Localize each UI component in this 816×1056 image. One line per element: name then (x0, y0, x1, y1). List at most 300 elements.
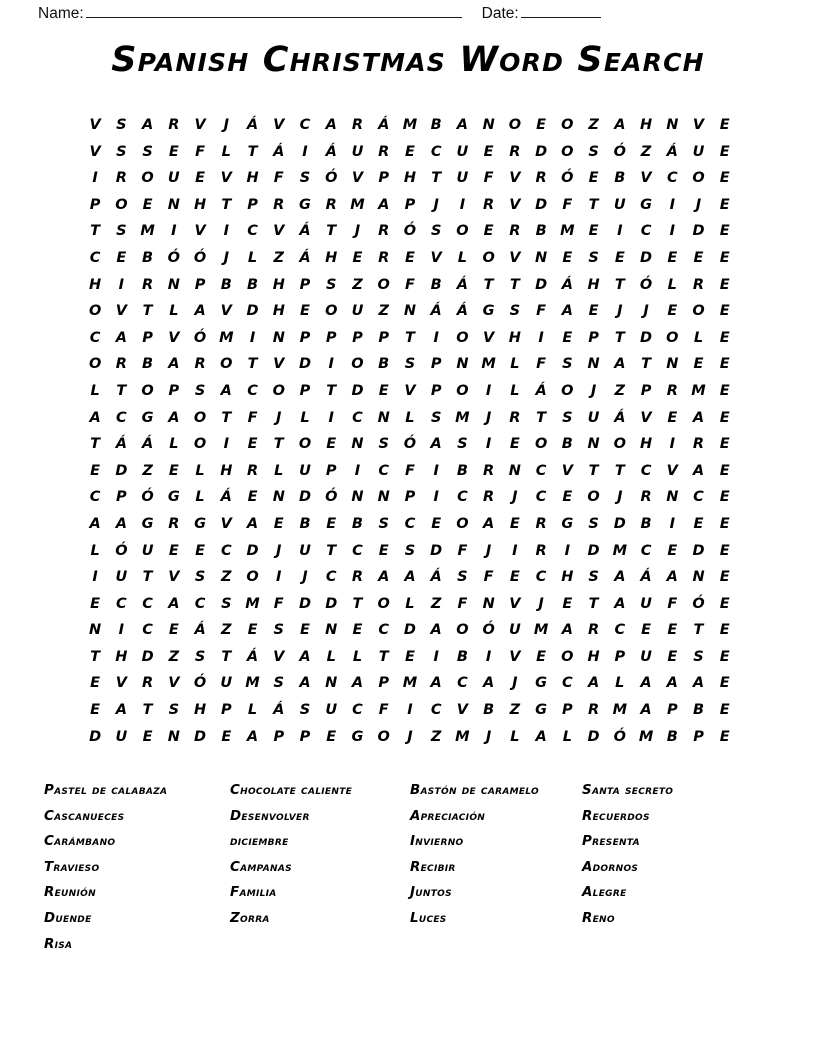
grid-cell[interactable]: E (719, 196, 730, 213)
grid-cell[interactable]: C (640, 462, 652, 479)
grid-cell[interactable]: Ó (167, 249, 180, 266)
grid-cell[interactable]: G (535, 675, 548, 692)
grid-cell[interactable]: U (613, 196, 626, 213)
grid-cell[interactable]: T (588, 462, 599, 479)
grid-cell[interactable]: Á (273, 702, 285, 719)
grid-cell[interactable]: F (457, 595, 468, 612)
grid-cell[interactable]: H (639, 436, 653, 453)
grid-cell[interactable]: D (587, 728, 600, 745)
grid-cell[interactable]: A (614, 356, 626, 373)
grid-cell[interactable]: I (669, 436, 675, 453)
grid-cell[interactable]: O (692, 170, 705, 187)
grid-cell[interactable]: E (719, 515, 730, 532)
grid-cell[interactable]: A (430, 622, 442, 639)
grid-cell[interactable]: B (351, 515, 363, 532)
grid-cell[interactable]: S (194, 648, 206, 665)
grid-cell[interactable]: B (483, 702, 495, 719)
grid-cell[interactable]: V (351, 170, 364, 187)
grid-cell[interactable]: S (194, 382, 206, 399)
grid-cell[interactable]: O (377, 276, 390, 293)
grid-cell[interactable]: B (456, 648, 468, 665)
grid-cell[interactable]: A (141, 117, 154, 133)
grid-cell[interactable]: O (456, 382, 469, 399)
grid-cell[interactable]: I (433, 462, 439, 479)
grid-cell[interactable]: G (561, 515, 574, 532)
grid-cell[interactable]: Á (299, 223, 311, 240)
grid-cell[interactable]: C (430, 143, 442, 160)
grid-cell[interactable]: S (509, 303, 521, 320)
grid-cell[interactable]: E (719, 702, 730, 719)
grid-cell[interactable]: L (274, 462, 284, 479)
grid-cell[interactable]: E (719, 249, 730, 266)
grid-cell[interactable]: N (456, 356, 469, 373)
grid-cell[interactable]: O (88, 356, 102, 373)
grid-cell[interactable]: I (92, 569, 98, 586)
grid-cell[interactable]: Á (430, 569, 442, 586)
grid-cell[interactable]: P (116, 489, 127, 506)
grid-cell[interactable]: C (247, 382, 258, 399)
grid-cell[interactable]: N (587, 436, 600, 453)
grid-cell[interactable]: E (352, 622, 363, 639)
grid-cell[interactable]: T (221, 196, 232, 213)
grid-cell[interactable]: Á (299, 249, 311, 266)
grid-cell[interactable]: J (643, 303, 649, 320)
grid-cell[interactable]: E (195, 170, 205, 187)
grid-cell[interactable]: C (666, 170, 678, 187)
word-list-item[interactable]: Risa (44, 936, 73, 952)
grid-cell[interactable]: N (403, 303, 416, 320)
word-list-item[interactable]: Adornos (582, 859, 639, 875)
word-list-item[interactable]: Juntos (410, 885, 452, 901)
grid-cell[interactable]: A (483, 515, 495, 532)
grid-cell[interactable]: E (273, 515, 284, 532)
grid-cell[interactable]: H (246, 170, 259, 187)
grid-cell[interactable]: P (378, 675, 390, 692)
grid-cell[interactable]: C (142, 595, 153, 612)
grid-cell[interactable]: L (90, 382, 100, 399)
grid-cell[interactable]: E (378, 542, 389, 559)
grid-cell[interactable]: C (352, 409, 363, 426)
grid-cell[interactable]: M (533, 622, 549, 639)
grid-cell[interactable]: P (352, 329, 363, 346)
grid-cell[interactable]: R (168, 515, 180, 532)
grid-cell[interactable]: N (351, 436, 364, 453)
grid-cell[interactable]: C (535, 462, 547, 479)
grid-cell[interactable]: Z (430, 728, 442, 745)
grid-cell[interactable]: T (326, 542, 337, 559)
grid-cell[interactable]: T (378, 648, 389, 665)
grid-cell[interactable]: D (194, 728, 207, 745)
grid-cell[interactable]: E (719, 143, 730, 160)
grid-cell[interactable]: E (693, 515, 704, 532)
grid-cell[interactable]: G (351, 728, 364, 745)
grid-cell[interactable]: Á (378, 117, 390, 133)
grid-cell[interactable]: A (614, 569, 626, 586)
grid-cell[interactable]: D (115, 462, 128, 479)
grid-cell[interactable]: Ó (403, 223, 417, 240)
grid-cell[interactable]: T (641, 356, 651, 373)
grid-cell[interactable]: F (404, 276, 415, 293)
grid-cell[interactable]: I (433, 489, 439, 506)
grid-cell[interactable]: D (535, 196, 548, 213)
grid-cell[interactable]: D (403, 622, 416, 639)
grid-cell[interactable]: A (168, 595, 180, 612)
grid-cell[interactable]: V (273, 648, 285, 665)
grid-cell[interactable]: S (588, 515, 599, 532)
grid-cell[interactable]: S (588, 143, 599, 160)
grid-cell[interactable]: O (508, 117, 522, 133)
grid-cell[interactable]: A (640, 675, 652, 692)
word-search-grid[interactable] (82, 112, 738, 750)
grid-cell[interactable]: B (142, 356, 154, 373)
grid-cell[interactable]: R (483, 462, 495, 479)
grid-cell[interactable]: E (536, 117, 547, 133)
grid-cell[interactable]: A (614, 117, 626, 133)
grid-cell[interactable]: O (325, 303, 338, 320)
grid-cell[interactable]: E (509, 515, 520, 532)
grid-cell[interactable]: N (167, 196, 180, 213)
grid-cell[interactable]: Ó (692, 595, 705, 612)
grid-cell[interactable]: U (640, 595, 652, 612)
grid-cell[interactable]: H (193, 196, 207, 213)
grid-cell[interactable]: T (247, 143, 258, 160)
grid-cell[interactable]: V (456, 702, 469, 719)
grid-cell[interactable]: P (299, 276, 311, 293)
grid-cell[interactable]: E (719, 303, 730, 320)
grid-cell[interactable]: L (90, 542, 100, 559)
grid-cell[interactable]: O (456, 329, 469, 346)
grid-cell[interactable]: R (483, 489, 495, 506)
grid-cell[interactable]: V (273, 223, 285, 240)
grid-cell[interactable]: J (485, 728, 492, 745)
grid-cell[interactable]: S (588, 249, 599, 266)
grid-cell[interactable]: P (588, 329, 599, 346)
grid-cell[interactable]: S (693, 648, 704, 665)
grid-cell[interactable]: Ó (613, 143, 626, 160)
grid-cell[interactable]: I (485, 648, 492, 665)
word-list-item[interactable]: Luces (410, 910, 447, 926)
grid-cell[interactable]: D (640, 329, 653, 346)
grid-cell[interactable]: V (168, 329, 180, 346)
grid-cell[interactable]: C (535, 569, 547, 586)
grid-cell[interactable]: A (561, 622, 573, 639)
grid-cell[interactable]: T (142, 569, 153, 586)
grid-cell[interactable]: Ó (613, 728, 626, 745)
grid-cell[interactable]: M (402, 675, 418, 692)
grid-cell[interactable]: E (719, 489, 730, 506)
grid-cell[interactable]: U (141, 542, 154, 559)
grid-cell[interactable]: D (298, 356, 312, 373)
grid-cell[interactable]: Ó (639, 276, 653, 293)
grid-cell[interactable]: D (246, 303, 259, 320)
grid-cell[interactable]: O (246, 569, 259, 586)
grid-cell[interactable]: E (221, 728, 232, 745)
grid-cell[interactable]: U (299, 542, 311, 559)
grid-cell[interactable]: R (483, 196, 495, 213)
grid-cell[interactable]: N (666, 489, 679, 506)
grid-cell[interactable]: O (613, 436, 626, 453)
grid-cell[interactable]: V (509, 595, 521, 612)
grid-cell[interactable]: L (562, 728, 572, 745)
grid-cell[interactable]: Á (220, 489, 232, 506)
grid-cell[interactable]: U (640, 648, 652, 665)
grid-cell[interactable]: E (667, 409, 678, 426)
grid-cell[interactable]: E (142, 728, 153, 745)
grid-cell[interactable]: C (457, 675, 468, 692)
grid-cell[interactable]: E (90, 702, 101, 719)
grid-cell[interactable]: T (116, 382, 127, 399)
grid-cell[interactable]: Ó (561, 170, 574, 187)
grid-cell[interactable]: E (168, 542, 179, 559)
grid-cell[interactable]: T (483, 276, 494, 293)
grid-cell[interactable]: F (536, 303, 547, 320)
grid-cell[interactable]: G (141, 409, 154, 426)
grid-cell[interactable]: O (561, 117, 574, 133)
grid-cell[interactable]: E (536, 648, 547, 665)
word-list-item[interactable]: Presenta (582, 834, 640, 850)
grid-cell[interactable]: A (483, 675, 495, 692)
word-list-item[interactable]: Reno (582, 910, 615, 926)
grid-cell[interactable]: N (167, 728, 180, 745)
grid-cell[interactable]: U (456, 143, 469, 160)
grid-cell[interactable]: N (272, 329, 285, 346)
grid-cell[interactable]: I (669, 515, 675, 532)
grid-cell[interactable]: Á (246, 117, 259, 133)
grid-cell[interactable]: E (247, 622, 258, 639)
grid-cell[interactable]: A (430, 675, 442, 692)
grid-cell[interactable]: Á (194, 622, 206, 639)
grid-cell[interactable]: Á (325, 143, 337, 160)
grid-cell[interactable]: A (378, 196, 390, 213)
grid-cell[interactable]: P (273, 728, 285, 745)
grid-cell[interactable]: A (404, 569, 416, 586)
grid-cell[interactable]: T (142, 303, 153, 320)
word-list-item[interactable]: Chocolate caliente (230, 783, 353, 798)
grid-cell[interactable]: B (142, 249, 154, 266)
grid-cell[interactable]: V (666, 462, 678, 479)
grid-cell[interactable]: Á (456, 303, 469, 320)
grid-cell[interactable]: A (168, 409, 180, 426)
grid-cell[interactable]: P (378, 170, 390, 187)
grid-cell[interactable]: V (640, 170, 652, 187)
grid-cell[interactable]: M (245, 595, 260, 612)
grid-cell[interactable]: I (538, 329, 544, 346)
grid-cell[interactable]: L (326, 648, 336, 665)
grid-cell[interactable]: E (168, 462, 179, 479)
grid-cell[interactable]: S (221, 595, 232, 612)
grid-cell[interactable]: L (300, 409, 310, 426)
grid-cell[interactable]: O (193, 436, 207, 453)
grid-cell[interactable]: I (223, 223, 229, 240)
grid-cell[interactable]: S (299, 170, 311, 187)
grid-cell[interactable]: E (509, 436, 520, 453)
grid-cell[interactable]: I (407, 702, 413, 719)
grid-cell[interactable]: N (167, 276, 180, 293)
grid-cell[interactable]: L (352, 648, 363, 665)
grid-cell[interactable]: N (482, 595, 495, 612)
grid-cell[interactable]: C (89, 489, 101, 506)
grid-cell[interactable]: V (115, 303, 127, 320)
grid-cell[interactable]: P (247, 196, 258, 213)
grid-cell[interactable]: V (509, 249, 521, 266)
grid-cell[interactable]: M (140, 223, 155, 240)
grid-cell[interactable]: D (535, 276, 548, 293)
grid-cell[interactable]: P (666, 702, 678, 719)
grid-cell[interactable]: V (509, 170, 521, 187)
grid-cell[interactable]: Z (509, 702, 521, 719)
grid-cell[interactable]: E (719, 356, 730, 373)
grid-cell[interactable]: O (456, 622, 469, 639)
grid-cell[interactable]: C (116, 409, 127, 426)
grid-cell[interactable]: D (640, 249, 653, 266)
grid-cell[interactable]: A (614, 595, 626, 612)
grid-cell[interactable]: Ó (193, 675, 207, 692)
grid-cell[interactable]: H (89, 276, 102, 293)
grid-cell[interactable]: A (535, 728, 547, 745)
grid-cell[interactable]: C (640, 542, 652, 559)
grid-cell[interactable]: S (326, 276, 337, 293)
grid-cell[interactable]: E (300, 303, 310, 320)
grid-cell[interactable]: Á (115, 436, 127, 453)
grid-cell[interactable]: S (116, 223, 127, 240)
grid-cell[interactable]: S (116, 117, 127, 133)
grid-cell[interactable]: E (693, 249, 704, 266)
grid-cell[interactable]: E (431, 515, 442, 532)
grid-cell[interactable]: E (168, 143, 179, 160)
grid-cell[interactable]: B (378, 356, 390, 373)
grid-cell[interactable]: A (587, 675, 600, 692)
word-list-item[interactable]: Pastel de calabaza (44, 783, 168, 798)
grid-cell[interactable]: J (407, 728, 413, 745)
grid-cell[interactable]: S (457, 569, 468, 586)
grid-cell[interactable]: D (692, 542, 705, 559)
grid-cell[interactable]: E (719, 569, 730, 586)
grid-cell[interactable]: V (561, 462, 573, 479)
grid-cell[interactable]: V (404, 382, 416, 399)
grid-cell[interactable]: E (719, 117, 730, 133)
grid-cell[interactable]: I (92, 170, 98, 187)
grid-cell[interactable]: O (193, 409, 207, 426)
grid-cell[interactable]: C (89, 329, 101, 346)
grid-cell[interactable]: Ó (482, 622, 495, 639)
grid-cell[interactable]: Á (456, 276, 469, 293)
grid-cell[interactable]: R (168, 117, 180, 133)
grid-cell[interactable]: S (588, 569, 599, 586)
grid-cell[interactable]: E (378, 382, 389, 399)
grid-cell[interactable]: Z (614, 382, 626, 399)
grid-cell[interactable]: B (666, 728, 678, 745)
grid-cell[interactable]: B (614, 170, 626, 187)
grid-cell[interactable]: R (692, 436, 705, 453)
grid-cell[interactable]: S (273, 622, 284, 639)
grid-cell[interactable]: P (562, 702, 573, 719)
grid-cell[interactable]: R (351, 569, 364, 586)
grid-cell[interactable]: C (194, 595, 206, 612)
grid-cell[interactable]: M (455, 728, 470, 745)
grid-cell[interactable]: E (404, 143, 415, 160)
grid-cell[interactable]: E (509, 569, 520, 586)
grid-cell[interactable]: R (535, 542, 547, 559)
name-input-rule[interactable] (86, 2, 462, 18)
grid-cell[interactable]: I (433, 648, 439, 665)
grid-cell[interactable]: E (719, 436, 730, 453)
grid-cell[interactable]: N (482, 117, 495, 133)
grid-cell[interactable]: S (457, 436, 468, 453)
grid-cell[interactable]: G (167, 489, 180, 506)
grid-cell[interactable]: Z (221, 622, 232, 639)
grid-cell[interactable]: V (220, 515, 232, 532)
grid-cell[interactable]: E (667, 648, 678, 665)
grid-cell[interactable]: O (298, 436, 312, 453)
grid-cell[interactable]: V (89, 117, 101, 133)
grid-cell[interactable]: O (692, 303, 705, 320)
grid-cell[interactable]: E (562, 489, 573, 506)
grid-cell[interactable]: A (692, 675, 705, 692)
grid-cell[interactable]: E (90, 462, 101, 479)
grid-cell[interactable]: Z (168, 648, 180, 665)
grid-cell[interactable]: E (404, 648, 415, 665)
grid-cell[interactable]: Á (430, 303, 442, 320)
grid-cell[interactable]: I (276, 569, 282, 586)
grid-cell[interactable]: A (351, 675, 364, 692)
grid-cell[interactable]: Z (588, 117, 599, 133)
grid-cell[interactable]: S (562, 356, 573, 373)
grid-cell[interactable]: Ó (403, 436, 417, 453)
grid-cell[interactable]: D (298, 595, 312, 612)
word-list-item[interactable]: Recuerdos (582, 808, 650, 824)
word-list-item[interactable]: Apreciación (410, 808, 486, 824)
grid-cell[interactable]: E (667, 303, 678, 320)
grid-cell[interactable]: E (483, 143, 494, 160)
word-list-item[interactable]: Travieso (44, 859, 100, 875)
grid-cell[interactable]: N (587, 356, 600, 373)
grid-cell[interactable]: P (693, 728, 704, 745)
grid-cell[interactable]: H (115, 648, 128, 665)
grid-cell[interactable]: L (169, 436, 179, 453)
grid-cell[interactable]: J (276, 542, 282, 559)
grid-cell[interactable]: E (614, 249, 625, 266)
grid-cell[interactable]: J (354, 223, 361, 240)
grid-cell[interactable]: T (614, 329, 625, 346)
grid-cell[interactable]: S (378, 515, 389, 532)
grid-cell[interactable]: V (483, 329, 495, 346)
word-list-item[interactable]: Duende (44, 910, 92, 926)
grid-cell[interactable]: S (116, 143, 127, 160)
grid-cell[interactable]: H (508, 329, 521, 346)
grid-cell[interactable]: O (482, 249, 495, 266)
grid-cell[interactable]: R (692, 276, 705, 293)
grid-cell[interactable]: V (509, 648, 521, 665)
grid-cell[interactable]: S (299, 702, 311, 719)
grid-cell[interactable]: R (587, 622, 600, 639)
grid-cell[interactable]: A (378, 569, 390, 586)
grid-cell[interactable]: A (640, 702, 652, 719)
grid-cell[interactable]: A (430, 436, 442, 453)
grid-cell[interactable]: E (326, 436, 337, 453)
grid-cell[interactable]: Ó (115, 542, 128, 559)
grid-cell[interactable]: N (377, 489, 390, 506)
grid-cell[interactable]: A (299, 648, 311, 665)
grid-cell[interactable]: C (404, 515, 416, 532)
grid-cell[interactable]: Z (430, 595, 442, 612)
grid-cell[interactable]: C (693, 489, 704, 506)
grid-cell[interactable]: P (168, 382, 180, 399)
grid-cell[interactable]: T (221, 409, 232, 426)
grid-cell[interactable]: J (276, 409, 282, 426)
grid-cell[interactable]: Z (142, 462, 153, 479)
grid-cell[interactable]: U (220, 675, 233, 692)
grid-cell[interactable]: N (89, 622, 102, 639)
